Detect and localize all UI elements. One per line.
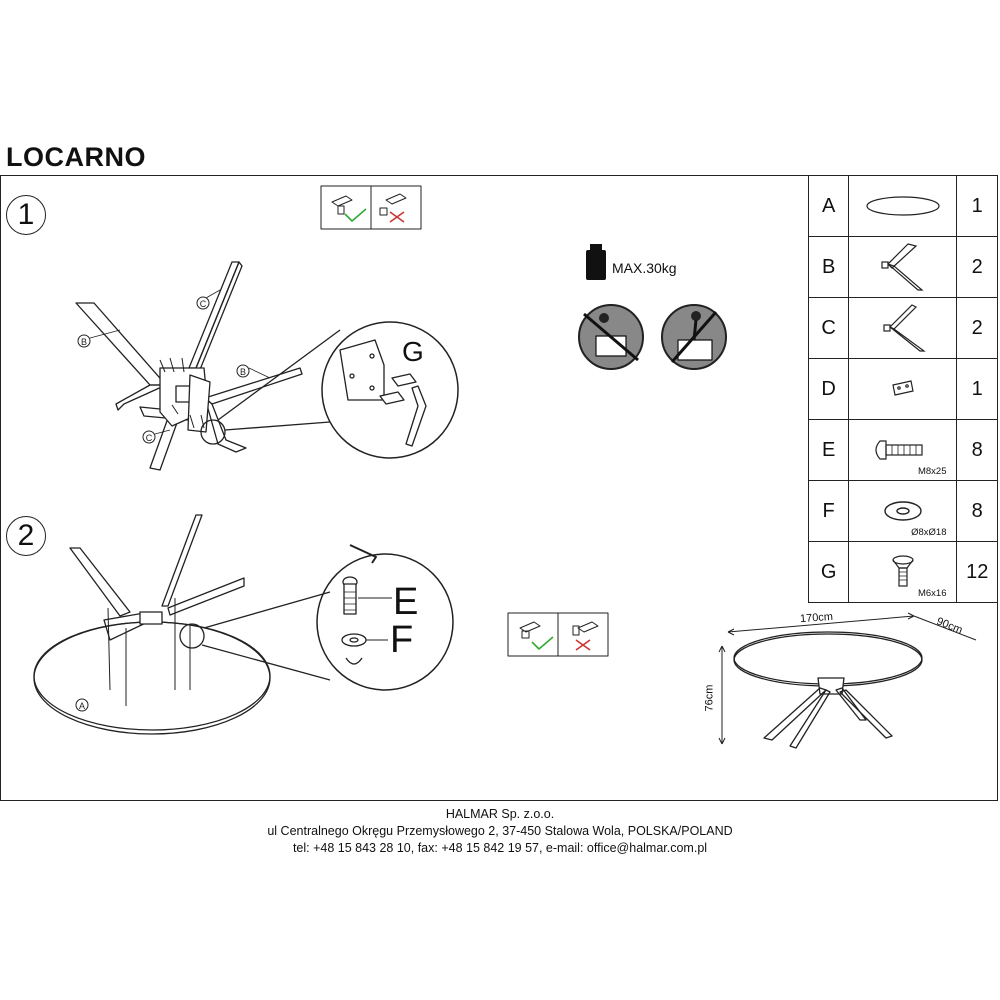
footer-company: HALMAR Sp. z.o.o. [445, 807, 555, 821]
part-quantity: 8 [957, 420, 998, 481]
assembled-table-drawing [719, 610, 976, 748]
part-letter: G [809, 542, 849, 603]
part-quantity: 2 [957, 237, 998, 298]
callout-g: G [402, 336, 424, 367]
step2-drawing [34, 515, 330, 734]
part-size-label: M8x25 [917, 466, 947, 477]
connector-plate-icon [849, 359, 957, 420]
svg-text:C: C [199, 299, 207, 309]
part-quantity: 1 [957, 359, 998, 420]
parts-row-b [809, 237, 998, 298]
parts-row-f [809, 481, 998, 542]
svg-text:B: B [80, 337, 88, 347]
countersunk-screw-icon [849, 542, 957, 603]
parts-row-c [809, 298, 998, 359]
part-letter: C [809, 298, 849, 359]
part-size-label: M6x16 [917, 588, 947, 599]
product-title: LOCARNO [6, 142, 146, 172]
dimension-length: 170cm [799, 610, 834, 626]
parts-row-d [809, 359, 998, 420]
step2-detail-circle [317, 545, 453, 690]
part-letter: A [809, 176, 849, 237]
parts-row-e [809, 420, 998, 481]
part-letter: E [809, 420, 849, 481]
svg-text:A: A [78, 701, 86, 711]
step1-frame-drawing [76, 262, 340, 470]
step-number-1: 1 [6, 195, 46, 235]
part-quantity: 8 [957, 481, 998, 542]
part-letter: D [809, 359, 849, 420]
leg-c-icon [849, 298, 957, 359]
bolt-icon [849, 420, 957, 481]
step1-detail-circle [322, 322, 458, 458]
parts-list-table [808, 175, 998, 603]
callout-e: E [393, 581, 419, 623]
part-size-label: Ø8xØ18 [911, 527, 947, 538]
parts-row-g [809, 542, 998, 603]
part-letter: F [809, 481, 849, 542]
footer-contact: tel: +48 15 843 28 10, fax: +48 15 842 19 57, e-mail: office@halmar.com.pl [292, 841, 708, 855]
part-quantity: 1 [957, 176, 998, 237]
dimension-width: 90cm [934, 615, 965, 637]
part-letter: B [809, 237, 849, 298]
footer-address: ul Centralnego Okręgu Przemysłowego 2, 37-450 Stalowa Wola, POLSKA/POLAND [267, 824, 733, 838]
callout-f: F [390, 619, 414, 661]
dimension-height: 76cm [703, 684, 716, 712]
warning-icons [579, 305, 726, 369]
oval-tabletop-icon [849, 176, 957, 237]
svg-text:C: C [145, 433, 153, 443]
leg-b-icon [849, 237, 957, 298]
part-quantity: 2 [957, 298, 998, 359]
washer-icon [849, 481, 957, 542]
parts-row-a [809, 176, 998, 237]
tool-usage-hint-top [321, 186, 421, 229]
weight-icon [586, 244, 606, 280]
svg-text:B: B [239, 367, 247, 377]
max-load-label: MAX.30kg [612, 260, 677, 276]
step-number-2: 2 [6, 516, 46, 556]
part-quantity: 12 [957, 542, 998, 603]
tool-usage-hint-bottom [508, 613, 608, 656]
